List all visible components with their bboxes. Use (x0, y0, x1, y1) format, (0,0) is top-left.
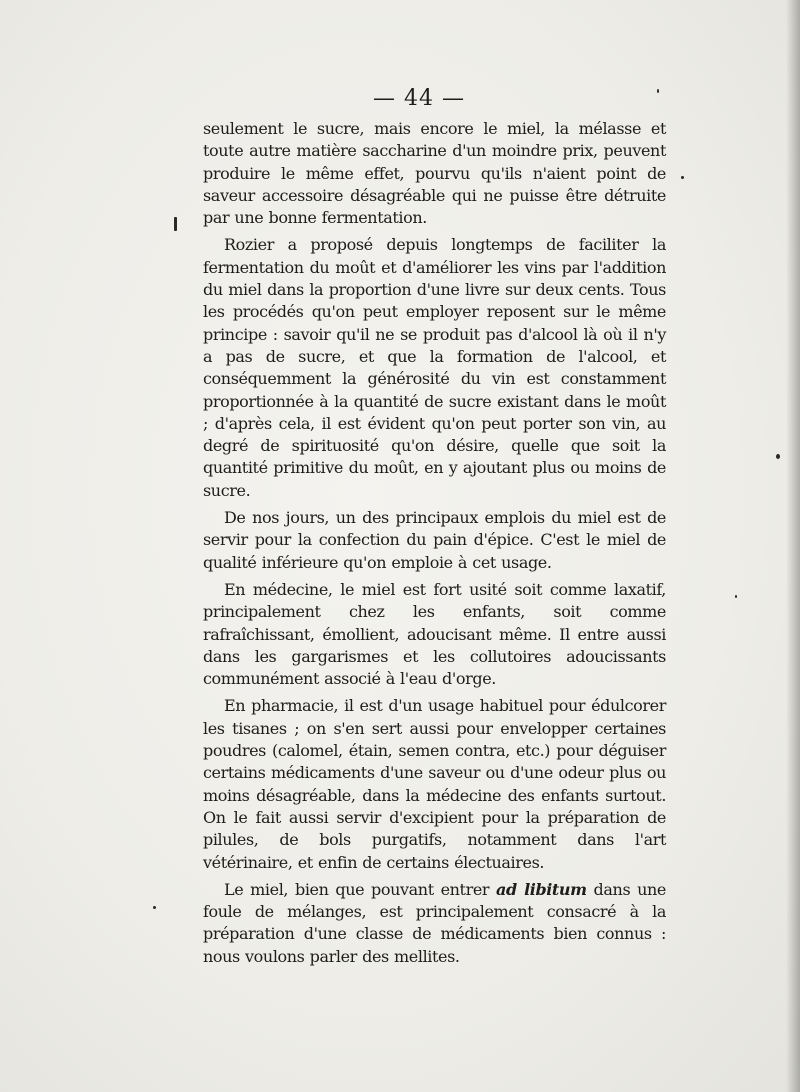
paragraph-2: Rozier a proposé depuis longtemps de faciliter la fermentation du moût et d'améliorer les vins par l'addition du miel dans la proportion d'une livre sur deux cents. Tous les procédés qu'on peut employer reposent sur le même principe : savoir qu'il ne se produit pas d'alcool là où il n'y a pas de sucre, et que la formation de l'alcool, et conséquemment la générosité du vin est constamment proportionnée à la quantité de sucre existant dans le moût ; d'après cela, il est évident qu'on peut porter son vin, au degré de spirituosité qu'on désire, quelle que soit la quantité primitive du moût, en y ajoutant plus ou moins de sucre. (203, 235, 666, 500)
paragraph-6-start: Le miel, bien que pouvant entrer (224, 879, 497, 899)
page-number: — 44 — (373, 86, 465, 111)
body-text (203, 118, 666, 973)
speck (657, 89, 659, 93)
speck (153, 906, 156, 909)
paragraph-6 (203, 879, 666, 968)
speck (776, 454, 780, 459)
paragraph-4: En médecine, le miel est fort usité soit comme laxatif, principalement chez les enfants, soit comme rafraîchissant, émollient, adoucisant même. Il entre aussi dans les gargarismes et les collutoires adoucissants communément associé à l'eau d'orge. (203, 579, 666, 689)
margin-mark (174, 217, 177, 231)
speck (681, 176, 684, 179)
paragraph-5: En pharmacie, il est d'un usage habituel pour édulcorer les tisanes ; on s'en sert aussi pour envelopper certaines poudres (calomel, étain, semen contra, etc.) pour déguiser certains médicaments d'une saveur ou d'une odeur plus ou moins désagréable, dans la médecine des enfants surtout. On le fait aussi servir d'excipient pour la préparation de pilules, de bols purgatifs, notamment dans l'art vétérinaire, et enfin de certains électuaires. (203, 696, 666, 872)
italic-phrase: ad libitum (496, 879, 587, 899)
speck (735, 595, 737, 598)
page-edge-shadow (786, 0, 800, 1092)
paragraph-3: De nos jours, un des principaux emplois du miel est de servir pour la confection du pain d'épice. C'est le miel de qualité inférieure qu'on emploie à cet usage. (203, 508, 666, 572)
paragraph-6-end: dans une foule de mélanges, est principalement consacré à la préparation d'une classe de médicaments bien connus : nous voulons parler des mellites. (203, 879, 666, 966)
paragraph-1: seulement le sucre, mais encore le miel, la mélasse et toute autre matière saccharine d'un moindre prix, peuvent produire le même effet, pourvu qu'ils n'aient point de saveur accessoire désagréable qui ne puisse être détruite par une bonne fermentation. (203, 119, 666, 228)
